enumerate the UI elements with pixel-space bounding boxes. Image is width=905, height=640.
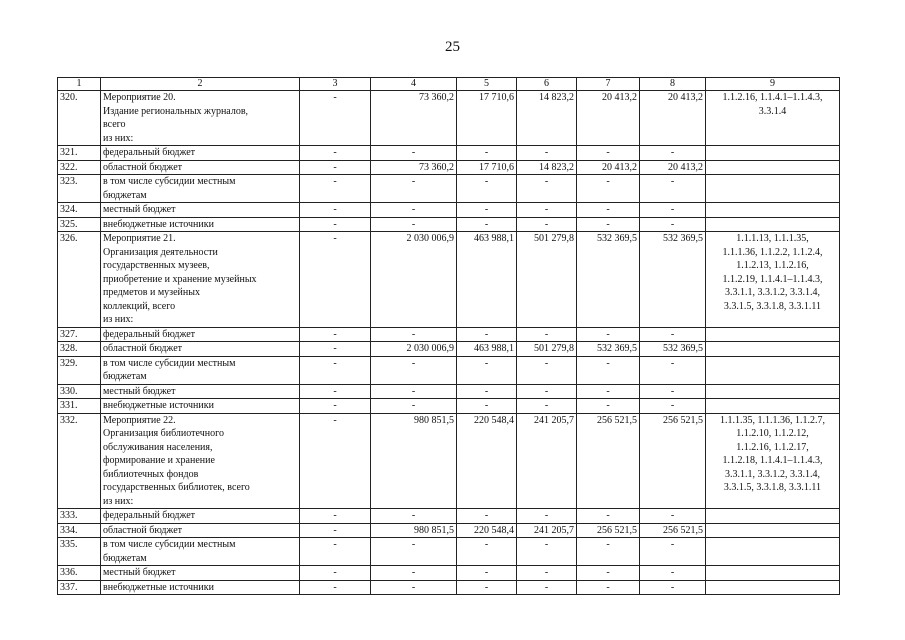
table-row xyxy=(58,91,840,146)
col3-cell: - xyxy=(300,566,371,581)
col3-cell: - xyxy=(300,509,371,524)
year3-amount-cell: - xyxy=(577,175,640,203)
table-row xyxy=(58,413,840,509)
year1-amount-cell: 17 710,6 xyxy=(457,160,517,175)
column-header: 1 xyxy=(58,78,101,91)
table-row xyxy=(58,523,840,538)
year3-amount-cell: 256 521,5 xyxy=(577,413,640,509)
year2-amount-cell: - xyxy=(517,384,577,399)
table-row xyxy=(58,580,840,595)
year3-amount-cell: - xyxy=(577,566,640,581)
col3-cell: - xyxy=(300,91,371,146)
activity-name-cell: местный бюджет xyxy=(101,203,300,218)
activity-name-cell: федеральный бюджет xyxy=(101,327,300,342)
year2-amount-cell: - xyxy=(517,399,577,414)
total-amount-cell: - xyxy=(371,217,457,232)
activity-name-cell: Мероприятие 22. Организация библиотечного обслуживания населения, формирование и хранение библиотечных фондов государственных библиотек, всего из них: xyxy=(101,413,300,509)
total-amount-cell: 980 851,5 xyxy=(371,523,457,538)
row-number-cell: 336. xyxy=(58,566,101,581)
activity-name-cell: федеральный бюджет xyxy=(101,509,300,524)
total-amount-cell: 2 030 006,9 xyxy=(371,342,457,357)
table-row xyxy=(58,509,840,524)
table-row xyxy=(58,384,840,399)
col3-cell: - xyxy=(300,327,371,342)
year1-amount-cell: - xyxy=(457,203,517,218)
total-amount-cell: - xyxy=(371,175,457,203)
year1-amount-cell: - xyxy=(457,509,517,524)
year3-amount-cell: 532 369,5 xyxy=(577,342,640,357)
activity-name-cell: областной бюджет xyxy=(101,523,300,538)
total-amount-cell: - xyxy=(371,399,457,414)
activity-name-cell: Мероприятие 21. Организация деятельности государственных музеев, приобретение и хранение музейных предметов и музейных коллекций, всего из них: xyxy=(101,232,300,328)
year4-amount-cell: 20 413,2 xyxy=(640,160,706,175)
year4-amount-cell: 256 521,5 xyxy=(640,523,706,538)
col3-cell: - xyxy=(300,146,371,161)
row-number-cell: 326. xyxy=(58,232,101,328)
indicator-codes-cell xyxy=(706,538,840,566)
year4-amount-cell: - xyxy=(640,356,706,384)
total-amount-cell: - xyxy=(371,538,457,566)
activity-name-cell: внебюджетные источники xyxy=(101,580,300,595)
col3-cell: - xyxy=(300,356,371,384)
col3-cell: - xyxy=(300,203,371,218)
column-header: 7 xyxy=(577,78,640,91)
year2-amount-cell: 14 823,2 xyxy=(517,160,577,175)
year2-amount-cell: - xyxy=(517,203,577,218)
activity-name-cell: местный бюджет xyxy=(101,566,300,581)
total-amount-cell: - xyxy=(371,356,457,384)
activity-name-cell: областной бюджет xyxy=(101,342,300,357)
header-row xyxy=(58,78,840,91)
year1-amount-cell: - xyxy=(457,175,517,203)
year2-amount-cell: - xyxy=(517,175,577,203)
year2-amount-cell: 241 205,7 xyxy=(517,523,577,538)
row-number-cell: 332. xyxy=(58,413,101,509)
year3-amount-cell: 256 521,5 xyxy=(577,523,640,538)
indicator-codes-cell xyxy=(706,509,840,524)
column-header: 8 xyxy=(640,78,706,91)
year4-amount-cell: 20 413,2 xyxy=(640,91,706,146)
year3-amount-cell: 532 369,5 xyxy=(577,232,640,328)
year3-amount-cell: - xyxy=(577,356,640,384)
year2-amount-cell: 501 279,8 xyxy=(517,232,577,328)
indicator-codes-cell xyxy=(706,160,840,175)
row-number-cell: 321. xyxy=(58,146,101,161)
table-row xyxy=(58,203,840,218)
total-amount-cell: 73 360,2 xyxy=(371,160,457,175)
year1-amount-cell: - xyxy=(457,356,517,384)
table-row xyxy=(58,146,840,161)
indicator-codes-cell xyxy=(706,175,840,203)
total-amount-cell: - xyxy=(371,384,457,399)
year1-amount-cell: - xyxy=(457,146,517,161)
row-number-cell: 333. xyxy=(58,509,101,524)
activity-name-cell: местный бюджет xyxy=(101,384,300,399)
year3-amount-cell: - xyxy=(577,203,640,218)
indicator-codes-cell xyxy=(706,203,840,218)
year1-amount-cell: 220 548,4 xyxy=(457,413,517,509)
year1-amount-cell: - xyxy=(457,538,517,566)
column-header: 4 xyxy=(371,78,457,91)
indicator-codes-cell xyxy=(706,523,840,538)
year2-amount-cell: 241 205,7 xyxy=(517,413,577,509)
indicator-codes-cell xyxy=(706,399,840,414)
year4-amount-cell: - xyxy=(640,384,706,399)
year1-amount-cell: - xyxy=(457,566,517,581)
column-header: 2 xyxy=(101,78,300,91)
year4-amount-cell: - xyxy=(640,175,706,203)
col3-cell: - xyxy=(300,342,371,357)
total-amount-cell: - xyxy=(371,203,457,218)
year3-amount-cell: 20 413,2 xyxy=(577,91,640,146)
activity-name-cell: в том числе субсидии местным бюджетам xyxy=(101,175,300,203)
year1-amount-cell: - xyxy=(457,399,517,414)
year1-amount-cell: - xyxy=(457,580,517,595)
table-row xyxy=(58,232,840,328)
col3-cell: - xyxy=(300,413,371,509)
table-row xyxy=(58,538,840,566)
col3-cell: - xyxy=(300,217,371,232)
row-number-cell: 325. xyxy=(58,217,101,232)
table-row xyxy=(58,217,840,232)
col3-cell: - xyxy=(300,384,371,399)
year3-amount-cell: - xyxy=(577,327,640,342)
year1-amount-cell: 17 710,6 xyxy=(457,91,517,146)
row-number-cell: 330. xyxy=(58,384,101,399)
row-number-cell: 329. xyxy=(58,356,101,384)
col3-cell: - xyxy=(300,538,371,566)
indicator-codes-cell xyxy=(706,384,840,399)
total-amount-cell: - xyxy=(371,146,457,161)
col3-cell: - xyxy=(300,523,371,538)
activity-name-cell: в том числе субсидии местным бюджетам xyxy=(101,356,300,384)
year4-amount-cell: - xyxy=(640,217,706,232)
indicator-codes-cell xyxy=(706,566,840,581)
year4-amount-cell: - xyxy=(640,146,706,161)
budget-table xyxy=(57,77,840,595)
table-row xyxy=(58,160,840,175)
year2-amount-cell: - xyxy=(517,327,577,342)
year4-amount-cell: 532 369,5 xyxy=(640,232,706,328)
row-number-cell: 320. xyxy=(58,91,101,146)
col3-cell: - xyxy=(300,175,371,203)
year4-amount-cell: - xyxy=(640,580,706,595)
year4-amount-cell: - xyxy=(640,509,706,524)
table-row xyxy=(58,399,840,414)
row-number-cell: 327. xyxy=(58,327,101,342)
year3-amount-cell: - xyxy=(577,580,640,595)
indicator-codes-cell: 1.1.2.16, 1.1.4.1–1.1.4.3, 3.3.1.4 xyxy=(706,91,840,146)
indicator-codes-cell: 1.1.1.35, 1.1.1.36, 1.1.2.7, 1.1.2.10, 1.1.2.12, 1.1.2.16, 1.1.2.17, 1.1.2.18, 1.1.4.1–1.1.4.3, 3.3.1.1, 3.3.1.2, 3.3.1.4, 3.3.1.5, 3.3.1.8, 3.3.1.11 xyxy=(706,413,840,509)
year2-amount-cell: - xyxy=(517,538,577,566)
total-amount-cell: - xyxy=(371,509,457,524)
activity-name-cell: областной бюджет xyxy=(101,160,300,175)
activity-name-cell: Мероприятие 20. Издание региональных журналов, всего из них: xyxy=(101,91,300,146)
year3-amount-cell: - xyxy=(577,217,640,232)
year3-amount-cell: - xyxy=(577,399,640,414)
total-amount-cell: - xyxy=(371,566,457,581)
year1-amount-cell: 463 988,1 xyxy=(457,342,517,357)
table-row xyxy=(58,566,840,581)
year3-amount-cell: - xyxy=(577,146,640,161)
total-amount-cell: 2 030 006,9 xyxy=(371,232,457,328)
activity-name-cell: в том числе субсидии местным бюджетам xyxy=(101,538,300,566)
year1-amount-cell: - xyxy=(457,384,517,399)
column-header: 3 xyxy=(300,78,371,91)
col3-cell: - xyxy=(300,580,371,595)
year4-amount-cell: - xyxy=(640,399,706,414)
table-row xyxy=(58,327,840,342)
year4-amount-cell: 256 521,5 xyxy=(640,413,706,509)
indicator-codes-cell xyxy=(706,146,840,161)
row-number-cell: 335. xyxy=(58,538,101,566)
total-amount-cell: 73 360,2 xyxy=(371,91,457,146)
col3-cell: - xyxy=(300,232,371,328)
indicator-codes-cell xyxy=(706,327,840,342)
activity-name-cell: внебюджетные источники xyxy=(101,399,300,414)
row-number-cell: 324. xyxy=(58,203,101,218)
total-amount-cell: - xyxy=(371,327,457,342)
row-number-cell: 334. xyxy=(58,523,101,538)
column-header: 5 xyxy=(457,78,517,91)
indicator-codes-cell xyxy=(706,217,840,232)
year2-amount-cell: - xyxy=(517,356,577,384)
year4-amount-cell: - xyxy=(640,203,706,218)
year1-amount-cell: 463 988,1 xyxy=(457,232,517,328)
year1-amount-cell: 220 548,4 xyxy=(457,523,517,538)
table-row xyxy=(58,175,840,203)
year1-amount-cell: - xyxy=(457,217,517,232)
year2-amount-cell: - xyxy=(517,580,577,595)
year2-amount-cell: 501 279,8 xyxy=(517,342,577,357)
year2-amount-cell: 14 823,2 xyxy=(517,91,577,146)
year3-amount-cell: - xyxy=(577,509,640,524)
year4-amount-cell: 532 369,5 xyxy=(640,342,706,357)
year4-amount-cell: - xyxy=(640,327,706,342)
year2-amount-cell: - xyxy=(517,217,577,232)
column-header: 6 xyxy=(517,78,577,91)
table-row xyxy=(58,356,840,384)
column-header: 9 xyxy=(706,78,840,91)
total-amount-cell: - xyxy=(371,580,457,595)
row-number-cell: 323. xyxy=(58,175,101,203)
page-number: 25 xyxy=(445,39,460,55)
activity-name-cell: внебюджетные источники xyxy=(101,217,300,232)
row-number-cell: 328. xyxy=(58,342,101,357)
year3-amount-cell: - xyxy=(577,384,640,399)
indicator-codes-cell: 1.1.1.13, 1.1.1.35, 1.1.1.36, 1.1.2.2, 1.1.2.4, 1.1.2.13, 1.1.2.16, 1.1.2.19, 1.1.4.1–1.1.4.3, 3.3.1.1, 3.3.1.2, 3.3.1.4, 3.3.1.5, 3.3.1.8, 3.3.1.11 xyxy=(706,232,840,328)
row-number-cell: 337. xyxy=(58,580,101,595)
year2-amount-cell: - xyxy=(517,146,577,161)
total-amount-cell: 980 851,5 xyxy=(371,413,457,509)
year4-amount-cell: - xyxy=(640,566,706,581)
year3-amount-cell: - xyxy=(577,538,640,566)
row-number-cell: 331. xyxy=(58,399,101,414)
indicator-codes-cell xyxy=(706,342,840,357)
activity-name-cell: федеральный бюджет xyxy=(101,146,300,161)
year1-amount-cell: - xyxy=(457,327,517,342)
col3-cell: - xyxy=(300,399,371,414)
table-row xyxy=(58,342,840,357)
col3-cell: - xyxy=(300,160,371,175)
indicator-codes-cell xyxy=(706,580,840,595)
year2-amount-cell: - xyxy=(517,509,577,524)
indicator-codes-cell xyxy=(706,356,840,384)
year2-amount-cell: - xyxy=(517,566,577,581)
row-number-cell: 322. xyxy=(58,160,101,175)
year3-amount-cell: 20 413,2 xyxy=(577,160,640,175)
year4-amount-cell: - xyxy=(640,538,706,566)
